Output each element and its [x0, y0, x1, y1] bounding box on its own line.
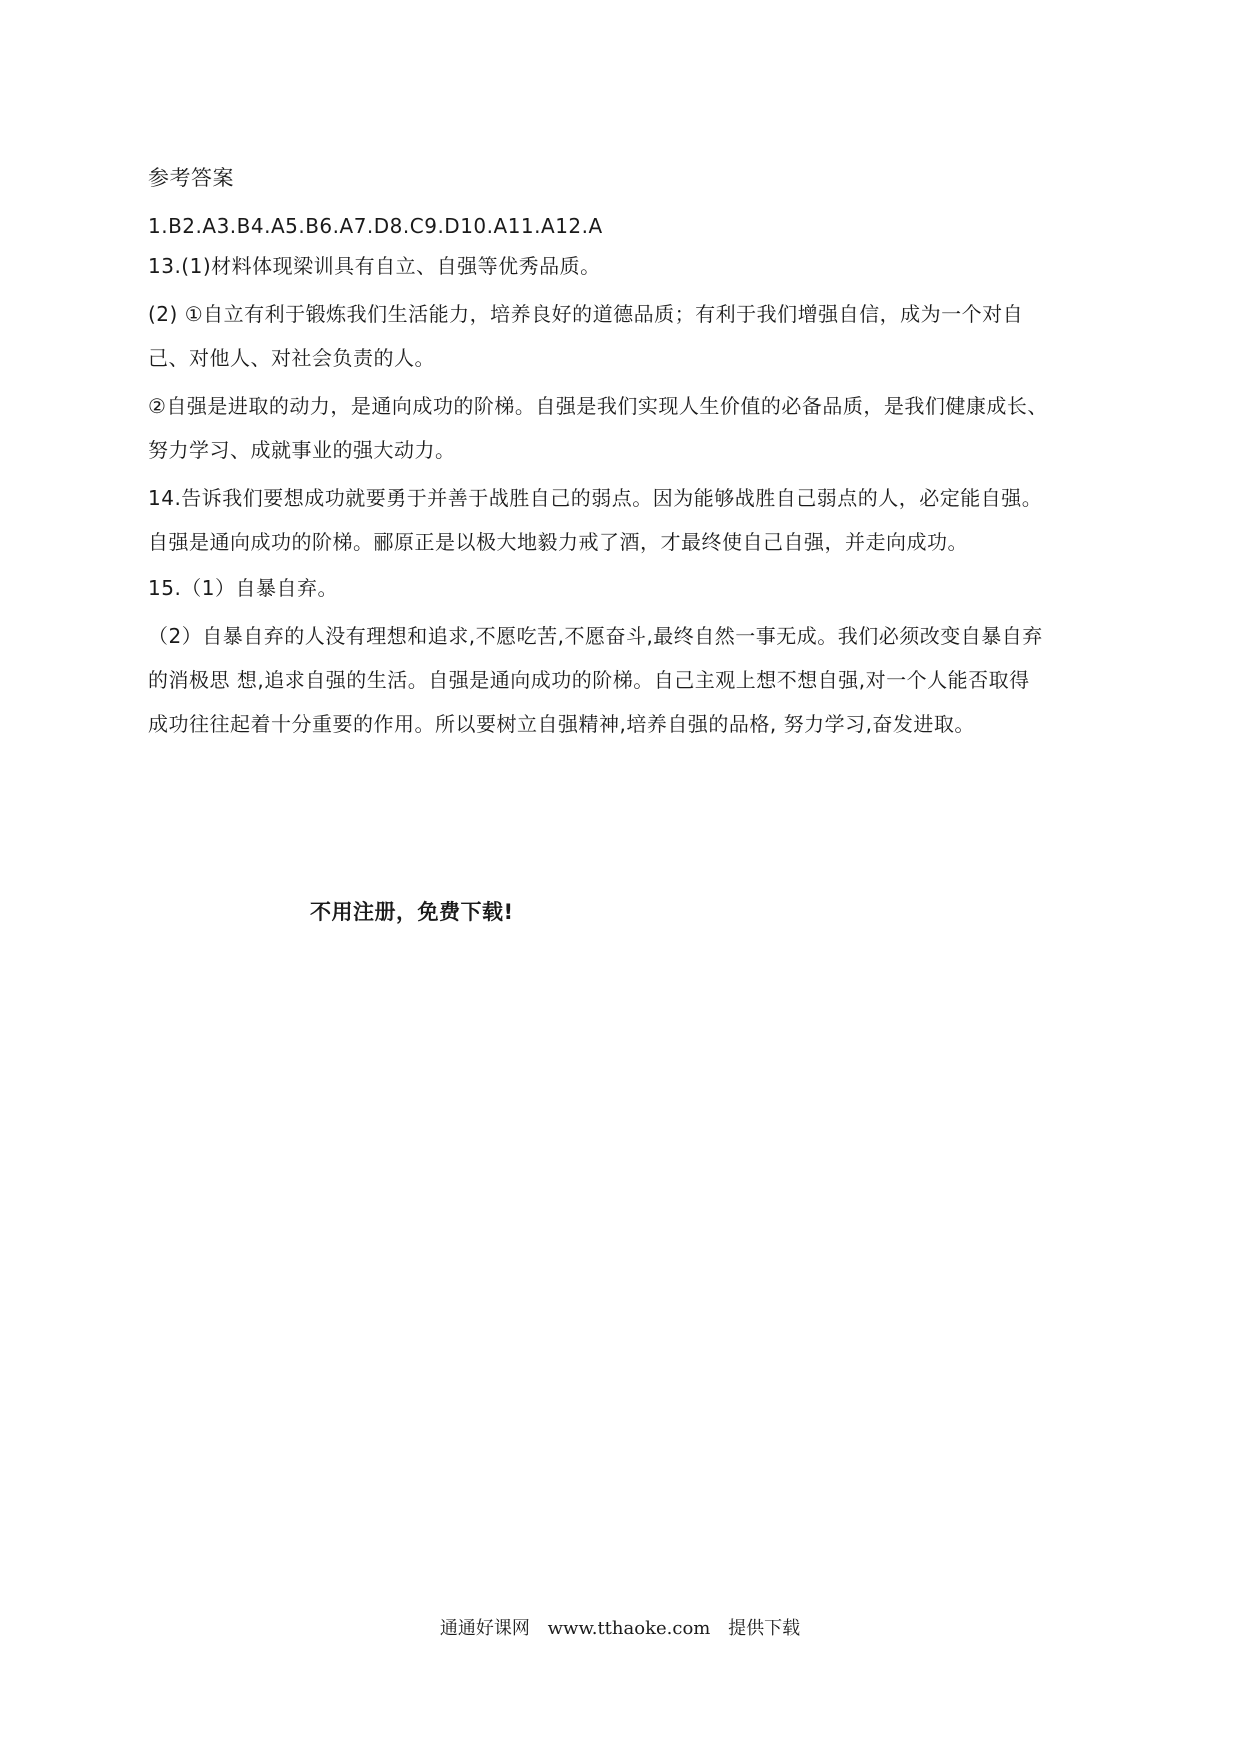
page-footer — [0, 1614, 1240, 1640]
answer-line-9: 15.（1）自暴自弃。 — [148, 576, 339, 600]
answer-line-12: 成功往往起着十分重要的作用。所以要树立自强精神,培养自强的品格, 努力学习,奋发进取。 — [148, 712, 975, 736]
answer-line-10: （2）自暴自弃的人没有理想和追求,不愿吃苦,不愿奋斗,最终自然一事无成。我们必须改变自暴自弃 — [148, 624, 1043, 648]
answer-line-8: 自强是通向成功的阶梯。郦原正是以极大地毅力戒了酒，才最终使自己自强，并走向成功。 — [148, 530, 968, 554]
answer-heading: 参考答案 — [148, 166, 234, 190]
footer-suffix: 提供下载 — [728, 1618, 801, 1639]
footer-url[interactable]: www.tthaoke.com — [547, 1618, 711, 1639]
answer-line-1: 1.B2.A3.B4.A5.B6.A7.D8.C9.D10.A11.A12.A — [148, 214, 603, 238]
answer-line-4: 己、对他人、对社会负责的人。 — [148, 346, 435, 370]
footer-site-name: 通通好课网 — [439, 1618, 530, 1639]
answer-line-7: 14.告诉我们要想成功就要勇于并善于战胜自己的弱点。因为能够战胜自己弱点的人，必定能自强。 — [148, 486, 1043, 510]
answer-line-11: 的消极思 想,追求自强的生活。自强是通向成功的阶梯。自己主观上想不想自强,对一个人能否取得 — [148, 668, 1030, 692]
answer-line-2: 13.(1)材料体现梁训具有自立、自强等优秀品质。 — [148, 254, 601, 278]
answer-section — [148, 158, 1098, 744]
answer-line-6: 努力学习、成就事业的强大动力。 — [148, 438, 456, 462]
promo-text: 不用注册，免费下载! — [310, 900, 514, 924]
answer-line-5: ②自强是进取的动力，是通向成功的阶梯。自强是我们实现人生价值的必备品质，是我们健康成长、 — [148, 394, 1048, 418]
answer-line-3: (2) ①自立有利于锻炼我们生活能力，培养良好的道德品质；有利于我们增强自信，成为一个对自 — [148, 302, 1024, 326]
